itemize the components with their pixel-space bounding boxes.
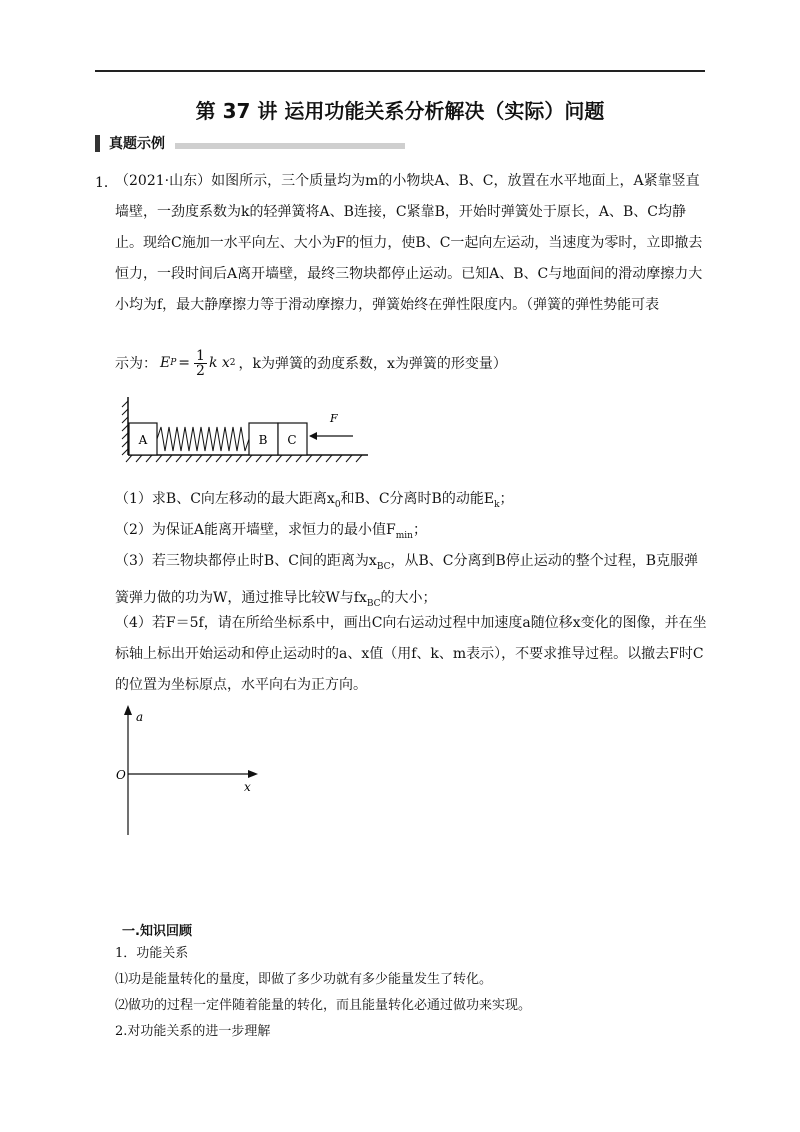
knowledge-line-3: ⑵做功的过程一定伴随着能量的转化，而且能量转化必通过做功来实现。: [115, 998, 532, 1013]
formula-exponent: 2: [229, 358, 236, 368]
section-header: [95, 133, 405, 153]
sub3-subscript: BC: [376, 561, 391, 572]
force-arrowhead: [309, 432, 317, 440]
formula-lhs: E: [160, 355, 171, 371]
spring: [157, 427, 249, 451]
section-marker: [95, 135, 100, 152]
formula-lhs-sub: P: [170, 358, 177, 368]
formula-prefix: 示为：: [115, 356, 157, 372]
page-title: 第 37 讲 运用功能关系分析解决（实际）问题: [195, 99, 605, 123]
knowledge-title: 一.知识回顾: [122, 924, 192, 939]
x-axis-label: x: [244, 780, 251, 794]
formula-suffix: ，k为弹簧的劲度系数，x为弹簧的形变量）: [238, 356, 507, 372]
fraction-denominator: 2: [196, 362, 205, 379]
sub2-text-b: ；: [412, 522, 427, 538]
sub2-subscript: min: [395, 530, 413, 541]
sub1-subscript-0: 0: [334, 499, 341, 510]
origin-label: O: [116, 768, 126, 782]
y-axis-label: a: [136, 710, 144, 724]
formula-rhs: k x: [208, 355, 230, 371]
formula-fraction: [194, 349, 207, 378]
wall: [122, 397, 128, 455]
sub3-text-c: 的大小；: [380, 589, 437, 606]
question-number: 1．: [95, 175, 118, 191]
knowledge-line-4: 2.对功能关系的进一步理解: [115, 1024, 271, 1039]
top-rule: [95, 70, 705, 72]
formula-eq: =: [178, 355, 191, 371]
axes-figure: [112, 703, 272, 839]
sub-question-4: （4）若F＝5f，请在所给坐标系中，画出C向右运动过程中加速度a随位移x变化的图像，并在坐标轴上标出开始运动和停止运动时的a、x值（用f、k、m表示），不要求推导过程。以撤去F时C的位置为坐标原点，水平向右为正方向。: [115, 615, 707, 693]
sub1-text-a: （1）求B、C向左移动的最大距离x: [115, 491, 335, 507]
sub3-text-b: ，从B、C分离到B停止运动的整个过程，B克服弹簧弹力做的功为W，通过推导比较W与fx: [115, 553, 699, 606]
section-title: 真题示例: [109, 136, 165, 152]
sub1-text-c: ；: [499, 491, 514, 507]
force-label: F: [330, 412, 338, 425]
sub3-text-a: （3）若三物块都停止时B、C间的距离为x: [115, 553, 377, 569]
sub1-text-b: 和B、C分离时B的动能E: [340, 491, 495, 507]
question-stem: （2021·山东）如图所示，三个质量均为m的小物块A、B、C，放置在水平地面上，A紧靠竖直墙壁，一劲度系数为k的轻弹簧将A、B连接，C紧靠B，开始时弹簧处于原长，A、B、C均静止。现给C施加一水平向左、大小为F的恒力，使B、C一起向左运动，当速度为零时，立即撤去恒力，一段时间后A离开墙壁，最终三物块都停止运动。已知A、B、C与地面间的滑动摩擦力大小均为f，最大静摩擦力等于滑动摩擦力，弹簧始终在弹性限度内。（弹簧的弹性势能可表: [115, 173, 703, 313]
block-b-label: B: [258, 433, 268, 447]
y-axis-arrowhead: [124, 705, 132, 715]
fraction-numerator: 1: [196, 347, 205, 364]
formula-line: [115, 343, 507, 383]
block-a-label: A: [138, 433, 148, 447]
sub2-text-a: （2）为保证A能离开墙壁，求恒力的最小值F: [115, 522, 396, 538]
section-underline: [175, 143, 405, 149]
elastic-energy-formula: [160, 349, 236, 378]
knowledge-line-1: 1．功能关系: [115, 946, 189, 961]
block-c-label: C: [287, 433, 297, 447]
blocks-spring-figure: [118, 393, 378, 465]
ground: [126, 455, 368, 462]
sub3-subscript-2: BC: [366, 598, 381, 609]
knowledge-line-2: ⑴功是能量转化的量度，即做了多少功就有多少能量发生了转化。: [115, 972, 493, 987]
x-axis-arrowhead: [248, 770, 258, 778]
sub1-subscript-k: k: [494, 499, 500, 510]
